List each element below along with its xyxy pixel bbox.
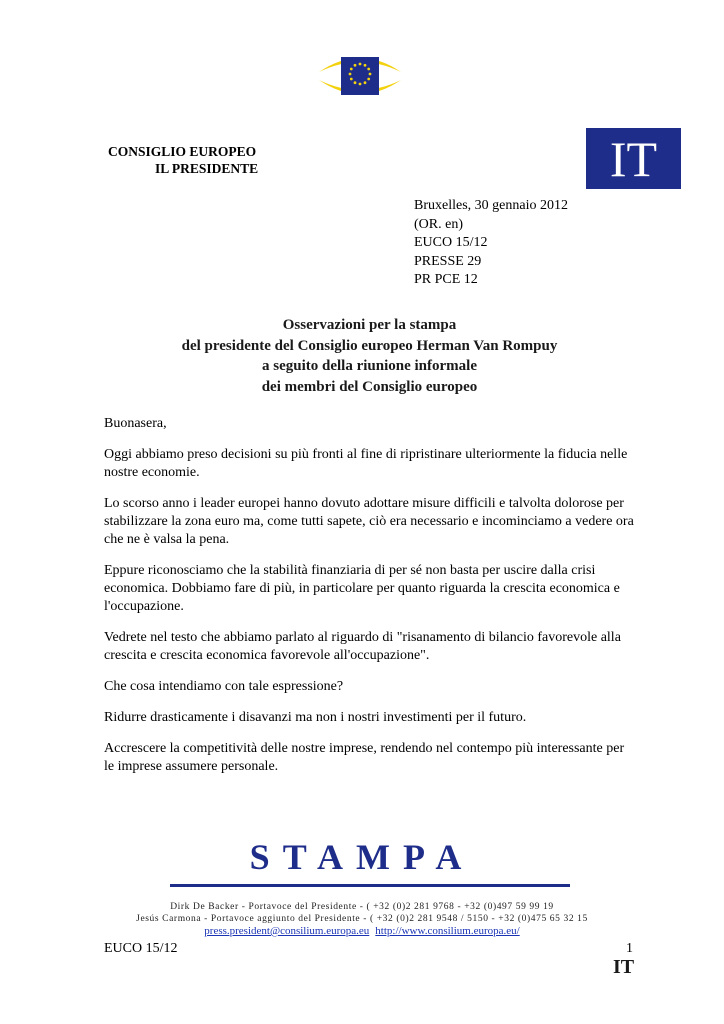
title-line: Osservazioni per la stampa [282,317,457,333]
body-paragraph: Che cosa intendiamo con tale espressione? [104,679,344,694]
body-paragraph: Oggi abbiamo preso decisioni su più fronti al fine di ripristinare ulteriormente la fiducia nelle nostre economie. [104,447,628,480]
meta-original-language: (OR. en) [414,216,463,232]
title-line: a seguito della riunione informale [262,358,477,374]
organization-heading [108,143,258,177]
press-email-link[interactable]: press.president@consilium.europa.eu [204,925,370,937]
document-title [104,315,635,397]
footer-language-code: IT [613,956,635,978]
press-divider [170,884,570,887]
title-line: dei membri del Consiglio europeo [261,378,478,395]
body-paragraph: Vedrete nel testo che abbiamo parlato al riguardo di "risanamento di bilancio favorevole alla crescita e crescita economica favorevole all'occupazione". [104,630,621,663]
contact-spokesperson: Dirk De Backer - Portavoce del Presidente - ( +32 (0)2 281 9768 - +32 (0)497 59 99 19 [170,902,554,912]
press-links [0,925,724,937]
document-meta [414,197,568,290]
body-paragraph: Eppure riconosciamo che la stabilità finanziaria di per sé non basta per uscire dalla crisi economica. Dobbiamo fare di più, in particolare per quanto riguarda la crescita economica e l'occupazione. [104,563,620,614]
language-badge: IT [586,128,681,189]
body-paragraph: Accrescere la competitività delle nostre imprese, rendendo nel contempo più interessante per le imprese assumere personale. [104,741,625,774]
body-paragraph: Lo scorso anno i leader europei hanno dovuto adottare misure difficili e talvolta dolorose per stabilizzare la zona euro ma, come tutti sapete, ciò era necessario e incominciamo a vedere ora che ne è valsa la pena. [104,496,634,547]
contact-deputy-spokesperson: Jesús Carmona - Portavoce aggiunto del Presidente - ( +32 (0)2 281 9548 / 5150 - +32 (0)475 65 32 15 [136,914,588,924]
meta-date: Bruxelles, 30 gennaio 2012 [414,198,568,213]
website-link[interactable]: http://www.consilium.europa.eu/ [375,925,520,937]
meta-euco-ref: EUCO 15/12 [414,235,488,250]
org-role: IL PRESIDENTE [155,161,259,176]
footer-reference: EUCO 15/12 [104,941,178,956]
org-name: CONSIGLIO EUROPEO [108,144,257,159]
body-paragraph: Buonasera, [104,416,167,431]
title-line: del presidente del Consiglio europeo Herman Van Rompuy [181,337,558,354]
meta-pr-ref: PR PCE 12 [414,272,478,287]
press-heading: STAMPA [249,837,475,877]
eu-council-logo [314,50,406,102]
meta-presse-ref: PRESSE 29 [414,253,482,269]
document-body [104,415,634,789]
body-paragraph: Ridurre drasticamente i disavanzi ma non i nostri investimenti per il futuro. [104,710,527,725]
press-contacts [0,901,724,925]
page-number: 1 [626,941,633,956]
